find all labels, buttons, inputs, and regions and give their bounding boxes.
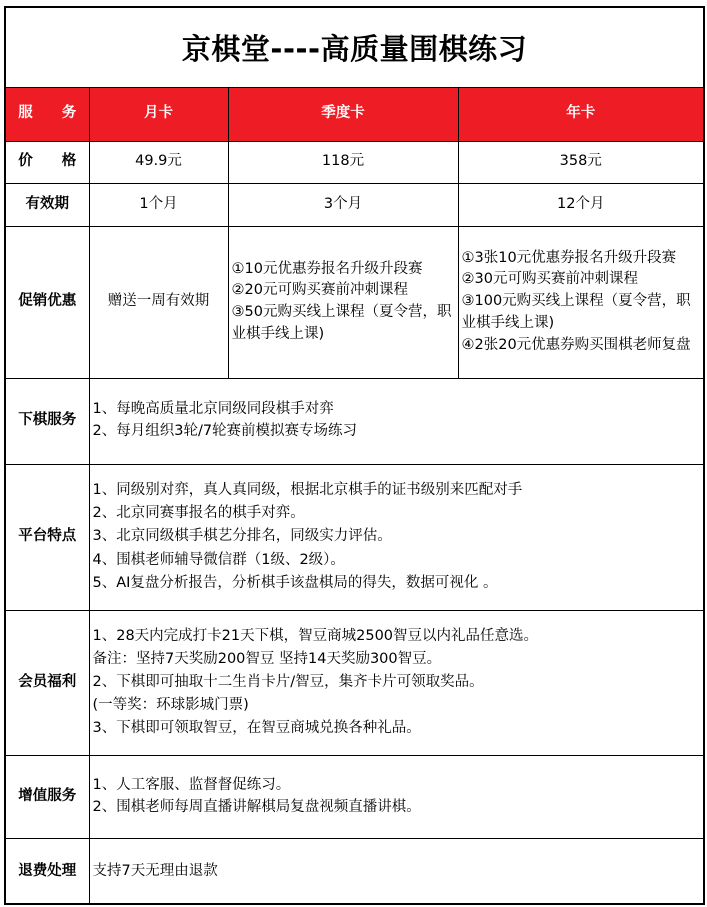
benefits-item: 3、下棋即可领取智豆，在智豆商城兑换各种礼品。 — [92, 720, 421, 737]
promotion-yearly-item: ①3张10元优惠券报名升级升段赛 — [461, 249, 677, 266]
play-item: 2、每月组织3轮/7轮赛前模拟赛专场练习 — [92, 423, 358, 439]
features-item: 2、北京同赛事报名的棋手对弈。 — [92, 505, 305, 522]
features-item: 3、北京同级棋手棋艺分排名，同级实力评估。 — [92, 528, 392, 545]
header-row — [6, 88, 703, 141]
promotion-quarterly-item: ③50元购买线上课程（夏令营，职业棋手线上课) — [231, 304, 452, 342]
page-title: 京棋堂----高质量围棋练习 — [6, 8, 703, 88]
value-added-content — [89, 755, 703, 838]
features-row — [6, 464, 703, 610]
header-yearly: 年卡 — [458, 88, 703, 141]
benefits-item: (一等奖：环球影城门票) — [92, 697, 249, 714]
validity-label: 有效期 — [6, 183, 89, 226]
benefits-item: 1、28天内完成打卡21天下棋，智豆商城2500智豆以内礼品任意选。 — [92, 627, 539, 644]
promotion-monthly: 赠送一周有效期 — [89, 226, 228, 378]
play-content — [89, 378, 703, 464]
benefits-item: 2、下棋即可抽取十二生肖卡片/智豆，集齐卡片可领取奖品。 — [92, 673, 484, 690]
price-row — [6, 141, 703, 183]
promotion-yearly-item: ④2张20元优惠券购买围棋老师复盘 — [461, 336, 691, 353]
promotion-quarterly-item: ①10元优惠券报名升级升段赛 — [231, 260, 423, 277]
header-service: 服 务 — [6, 88, 89, 141]
features-content — [89, 464, 703, 610]
value-added-row — [6, 755, 703, 838]
promotion-yearly-item: ③100元购买线上课程（夏令营，职业棋手线上课) — [461, 293, 691, 331]
price-monthly: 49.9元 — [89, 141, 228, 183]
validity-row — [6, 183, 703, 226]
promotion-yearly — [458, 226, 703, 378]
refund-label: 退费处理 — [6, 838, 89, 905]
promotion-quarterly-item: ②20元可购买赛前冲刺课程 — [231, 282, 408, 299]
benefits-row — [6, 610, 703, 755]
benefits-item: 备注：坚持7天奖励200智豆 坚持14天奖励300智豆。 — [92, 650, 442, 667]
value-added-label: 增值服务 — [6, 755, 89, 838]
refund-content: 支持7天无理由退款 — [89, 838, 703, 905]
pricing-table — [6, 88, 703, 905]
pricing-sheet — [4, 6, 705, 905]
features-item: 1、同级别对弈，真人真同级，根据北京棋手的证书级别来匹配对手 — [92, 482, 523, 499]
promotion-quarterly — [228, 226, 458, 378]
promotion-row — [6, 226, 703, 378]
play-label: 下棋服务 — [6, 378, 89, 464]
validity-monthly: 1个月 — [89, 183, 228, 226]
value-added-item: 2、围棋老师每周直播讲解棋局复盘视频直播讲棋。 — [92, 798, 421, 815]
validity-quarterly: 3个月 — [228, 183, 458, 226]
benefits-content — [89, 610, 703, 755]
play-row — [6, 378, 703, 464]
features-label: 平台特点 — [6, 464, 89, 610]
price-label: 价 格 — [6, 141, 89, 183]
price-quarterly: 118元 — [228, 141, 458, 183]
benefits-label: 会员福利 — [6, 610, 89, 755]
validity-yearly: 12个月 — [458, 183, 703, 226]
features-item: 4、围棋老师辅导微信群（1级、2级）。 — [92, 551, 345, 568]
header-monthly: 月卡 — [89, 88, 228, 141]
promotion-label: 促销优惠 — [6, 226, 89, 378]
features-item: 5、AI复盘分析报告，分析棋手该盘棋局的得失，数据可视化 。 — [92, 574, 498, 591]
value-added-item: 1、人工客服、监督督促练习。 — [92, 776, 291, 793]
header-quarterly: 季度卡 — [228, 88, 458, 141]
promotion-yearly-item: ②30元可购买赛前冲刺课程 — [461, 271, 638, 288]
price-yearly: 358元 — [458, 141, 703, 183]
refund-row — [6, 838, 703, 905]
play-item: 1、每晚高质量北京同级同段棋手对弈 — [92, 401, 334, 418]
